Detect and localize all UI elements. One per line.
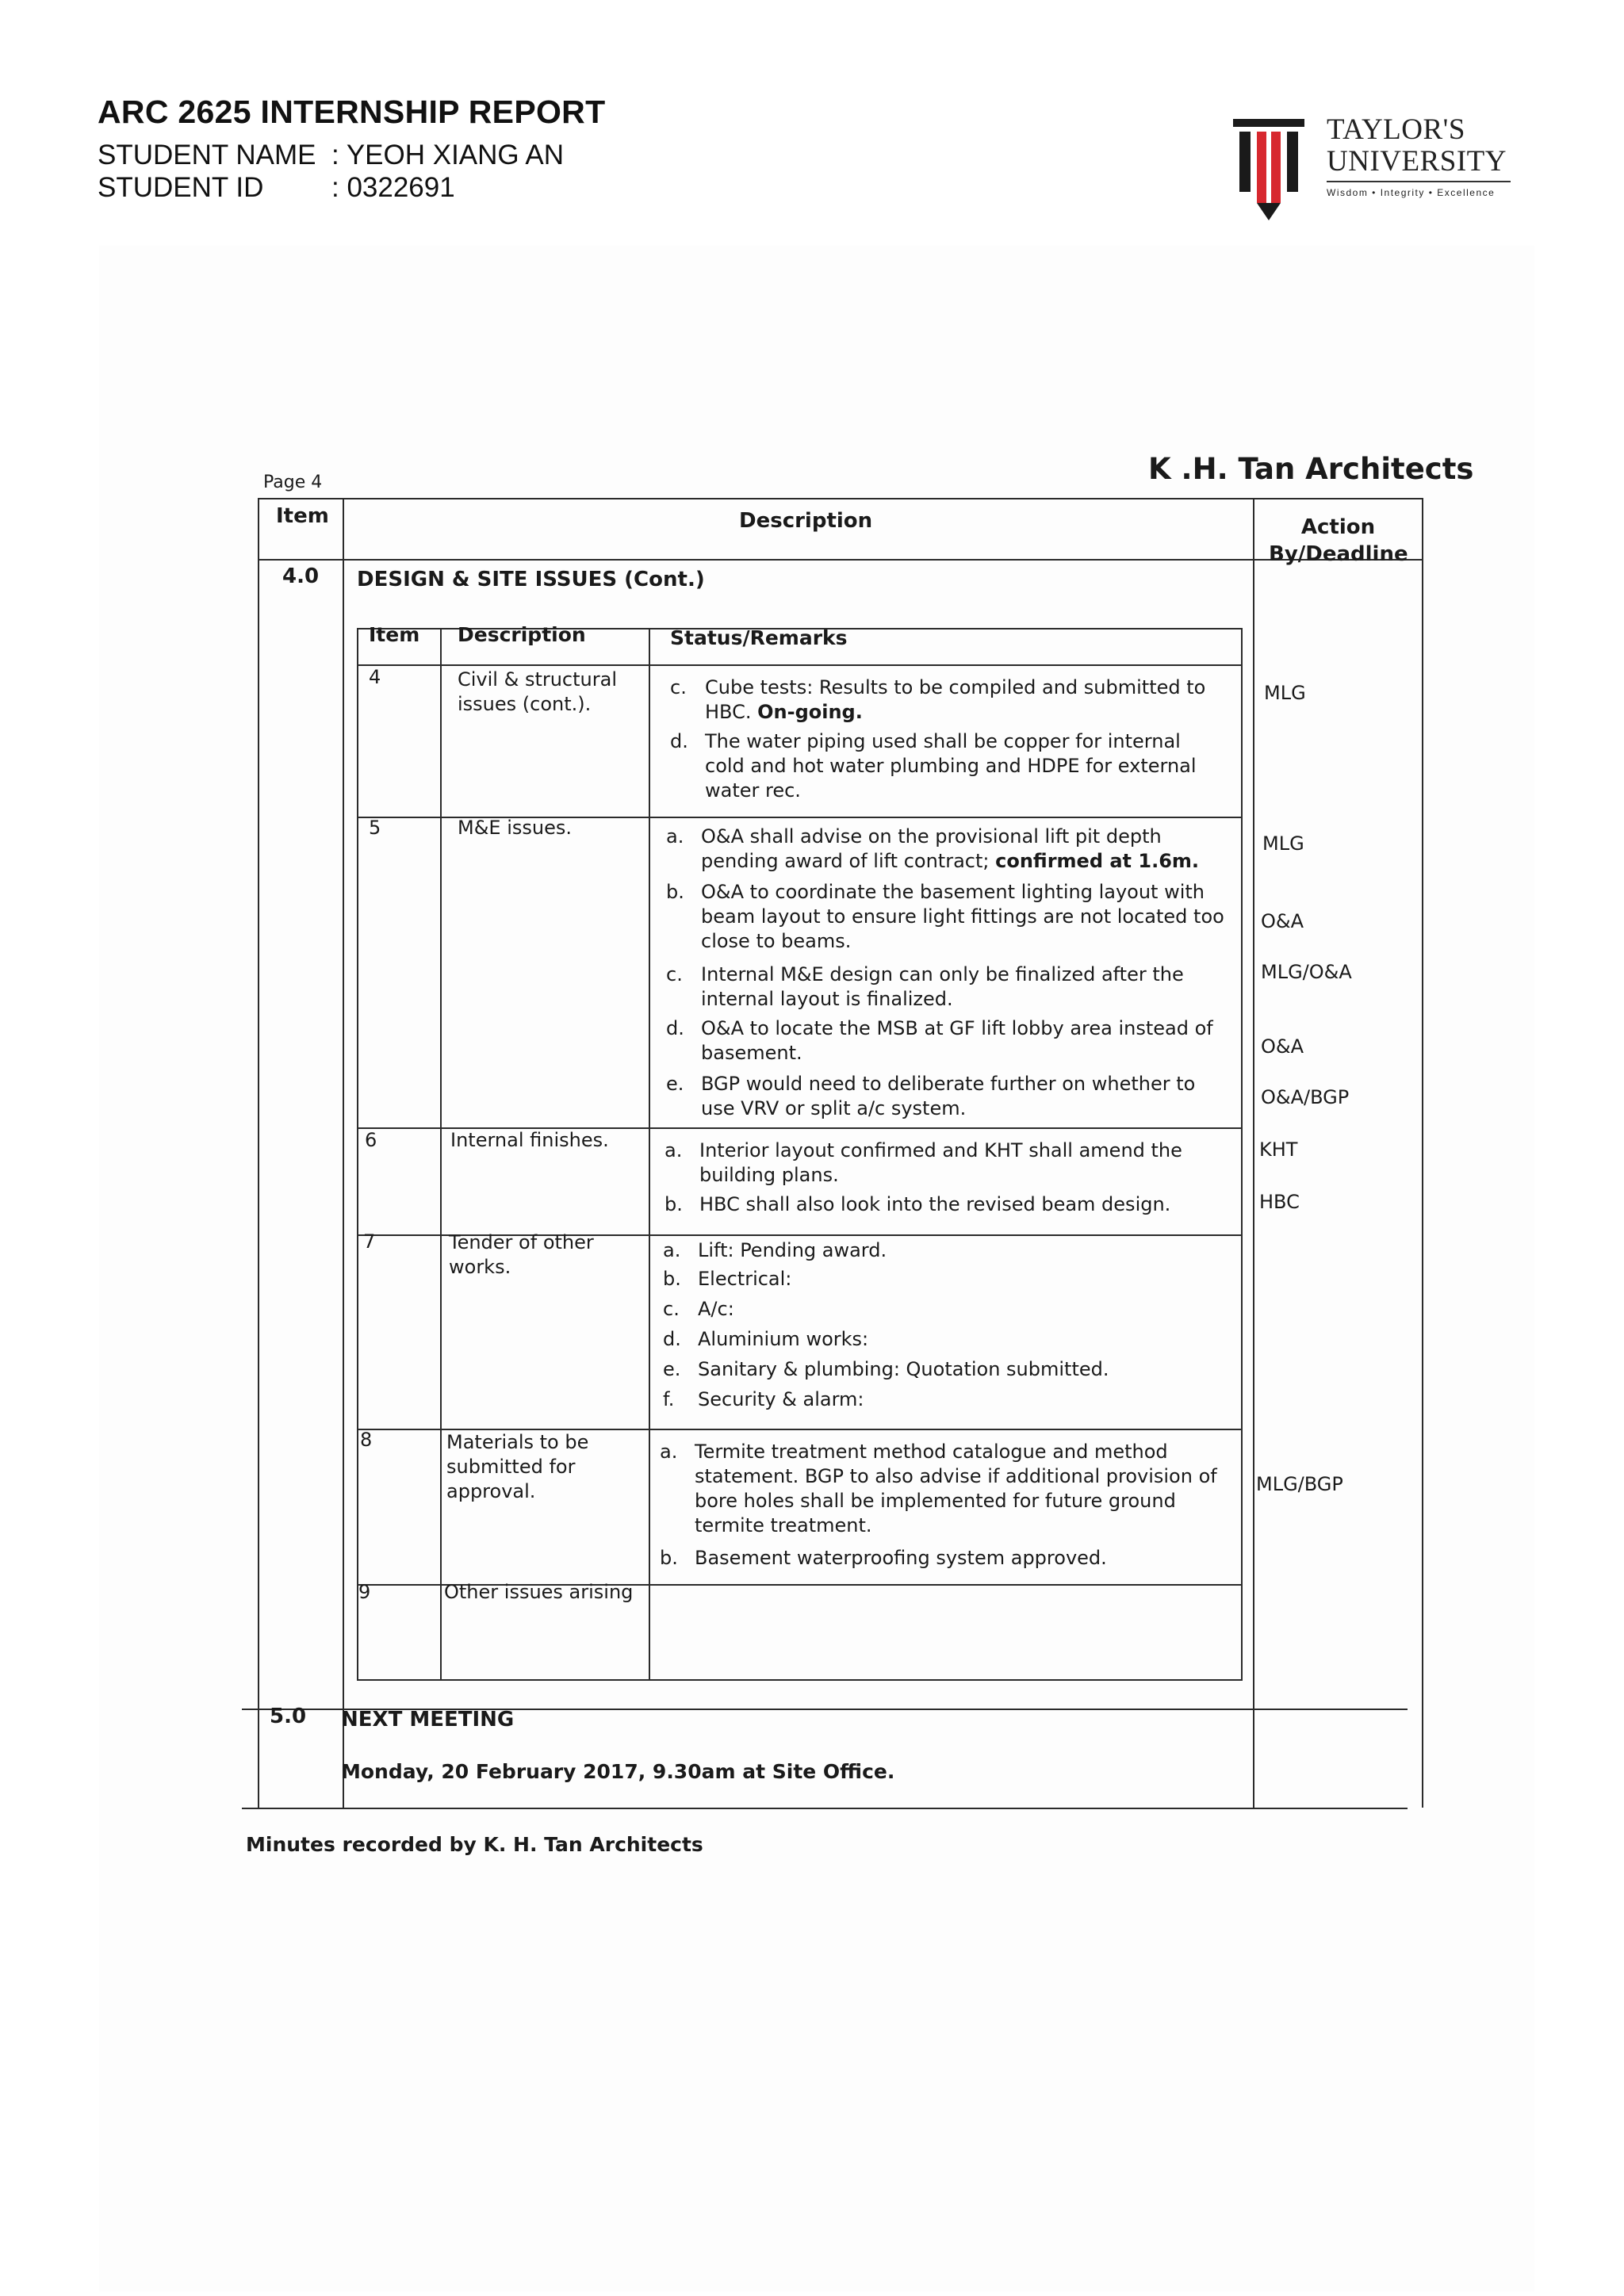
inner-header-description: Description (458, 623, 586, 646)
firm-name: K .H. Tan Architects (1148, 452, 1474, 486)
row7-remark-a (663, 1238, 1226, 1263)
outer-right-border (1422, 498, 1423, 1808)
remark-text: Basement waterproofing system approved. (695, 1547, 1107, 1569)
remark-text: Aluminium works: (698, 1328, 869, 1350)
inner-header-item: Item (369, 623, 420, 646)
action-row6b: HBC (1259, 1191, 1300, 1213)
action-row5e: O&A/BGP (1261, 1086, 1350, 1108)
remark-letter: a. (665, 1139, 683, 1161)
remark-text: HBC shall also look into the revised beam design. (699, 1193, 1171, 1215)
report-title: ARC 2625 INTERNSHIP REPORT (98, 94, 606, 130)
outer-left-border (258, 498, 259, 1808)
row4-description: Civil & structural issues (cont.). (458, 668, 617, 715)
action-row8: MLG/BGP (1256, 1473, 1343, 1495)
inner-status-divider (649, 628, 650, 1679)
row5-remark-d (666, 1016, 1229, 1066)
remark-letter: d. (670, 730, 688, 752)
row5-remark-a (666, 825, 1229, 874)
remark-letter: b. (663, 1268, 681, 1290)
remark-letter: c. (663, 1298, 680, 1320)
row9-item: 9 (358, 1581, 371, 1603)
outer-bottom-border (242, 1808, 1408, 1809)
row8-remark-b (660, 1546, 1227, 1571)
row8-remark-a (660, 1440, 1227, 1538)
row8-description: Materials to be submitted for approval. (446, 1431, 589, 1502)
row9-description: Other issues arising (444, 1581, 634, 1603)
remark-letter: f. (663, 1388, 675, 1410)
row5-remark-c (666, 962, 1229, 1012)
remark-letter: b. (666, 881, 684, 903)
remark-letter: b. (665, 1193, 683, 1215)
remark-text: Electrical: (698, 1268, 792, 1290)
remark-letter: b. (660, 1547, 678, 1569)
row7-remark-b (663, 1267, 1226, 1292)
row6-remark-b (665, 1192, 1228, 1217)
remark-text: A/c: (698, 1298, 734, 1320)
row4-item: 4 (369, 666, 381, 688)
header-description: Description (739, 509, 873, 533)
section5-title: NEXT MEETING (341, 1708, 515, 1732)
logo-tagline: Wisdom • Integrity • Excellence (1327, 187, 1496, 198)
row7-remark-e (663, 1357, 1226, 1382)
row7-item: 7 (363, 1230, 376, 1253)
remark-text: BGP would need to deliberate further on whether to use VRV or split a/c system. (701, 1073, 1196, 1119)
row4-remark-c (670, 675, 1225, 725)
row5-remark-e (666, 1072, 1229, 1121)
remark-text: O&A to coordinate the basement lighting layout with beam layout to ensure light fittings are not located too close to beams. (701, 881, 1224, 952)
student-name-label: STUDENT NAME (98, 140, 316, 170)
row5-remark-b (666, 880, 1229, 954)
action-row5d: O&A (1261, 1035, 1304, 1058)
remark-letter: c. (666, 963, 683, 985)
inner-left-border (357, 628, 358, 1679)
row6-remark-a (665, 1138, 1228, 1188)
remark-text: O&A to locate the MSB at GF lift lobby area instead of basement. (701, 1017, 1213, 1064)
action-row5a: MLG (1262, 832, 1304, 855)
action-row5b: O&A (1261, 910, 1304, 932)
remark-letter: e. (666, 1073, 684, 1095)
inner-bottom-border (357, 1679, 1243, 1681)
remark-text: Security & alarm: (698, 1388, 864, 1410)
remark-text: Sanitary & plumbing: Quotation submitted. (698, 1358, 1109, 1380)
inner-item-divider (440, 628, 442, 1679)
inner-header-bottom (357, 664, 1243, 666)
page-number: Page 4 (263, 473, 323, 492)
header-item: Item (276, 504, 329, 528)
section4-number: 4.0 (282, 564, 320, 588)
minutes-footer: Minutes recorded by K. H. Tan Architects (246, 1833, 703, 1856)
remark-text: Internal M&E design can only be finalized after the internal layout is finalized. (701, 963, 1184, 1010)
logo-line-2: UNIVERSITY (1327, 145, 1507, 178)
header-bottom-border (258, 559, 1423, 561)
row7-remark-f (663, 1387, 1226, 1412)
remark-text: Interior layout confirmed and KHT shall amend the building plans. (699, 1139, 1182, 1186)
row7-remark-c (663, 1297, 1226, 1322)
row8-item: 8 (360, 1429, 373, 1451)
remark-letter: d. (666, 1017, 684, 1039)
action-row6a: KHT (1259, 1138, 1298, 1161)
header-action: Action By/Deadline (1269, 515, 1408, 566)
student-name-value: : YEOH XIANG AN (331, 140, 565, 170)
next-meeting-detail: Monday, 20 February 2017, 9.30am at Site Office. (341, 1760, 895, 1783)
remark-letter: a. (663, 1239, 681, 1261)
row5-description: M&E issues. (458, 817, 572, 839)
row6-item: 6 (365, 1129, 377, 1151)
student-id-label: STUDENT ID (98, 172, 264, 203)
outer-top-border (258, 498, 1423, 499)
logo-line-1: TAYLOR'S (1327, 113, 1465, 146)
section5-number: 5.0 (270, 1705, 307, 1728)
remark-text: Lift: Pending award. (698, 1239, 887, 1261)
remark-letter: d. (663, 1328, 681, 1350)
row7-description: Tender of other works. (449, 1231, 594, 1278)
row6-description: Internal finishes. (450, 1129, 609, 1151)
remark-letter: a. (660, 1441, 678, 1463)
row7-remark-d (663, 1327, 1226, 1352)
inner-header-status: Status/Remarks (670, 626, 848, 649)
student-id-value: : 0322691 (331, 172, 455, 203)
remark-text: O&A shall advise on the provisional lift pit depth pending award of lift contract; confirmed at 1.6m. (701, 825, 1200, 872)
remark-text: Termite treatment method catalogue and method statement. BGP to also advise if additional provision of bore holes shall be implemented for future ground termite treatment. (695, 1441, 1217, 1536)
action-row4: MLG (1264, 682, 1306, 704)
remark-letter: c. (670, 676, 687, 698)
remark-text: The water piping used shall be copper for internal cold and hot water plumbing and HDPE for external water rec. (705, 730, 1197, 802)
inner-right-border (1241, 628, 1243, 1679)
row4-remark-d (670, 729, 1225, 803)
item-column-divider (343, 498, 344, 1808)
remark-letter: e. (663, 1358, 681, 1380)
section4-title: DESIGN & SITE ISSUES (Cont.) (357, 568, 705, 591)
remark-text: Cube tests: Results to be compiled and submitted to HBC. On-going. (705, 676, 1206, 723)
row5-item: 5 (369, 817, 381, 839)
action-column-divider (1253, 498, 1254, 1808)
remark-letter: a. (666, 825, 684, 848)
action-row5c: MLG/O&A (1261, 961, 1352, 983)
